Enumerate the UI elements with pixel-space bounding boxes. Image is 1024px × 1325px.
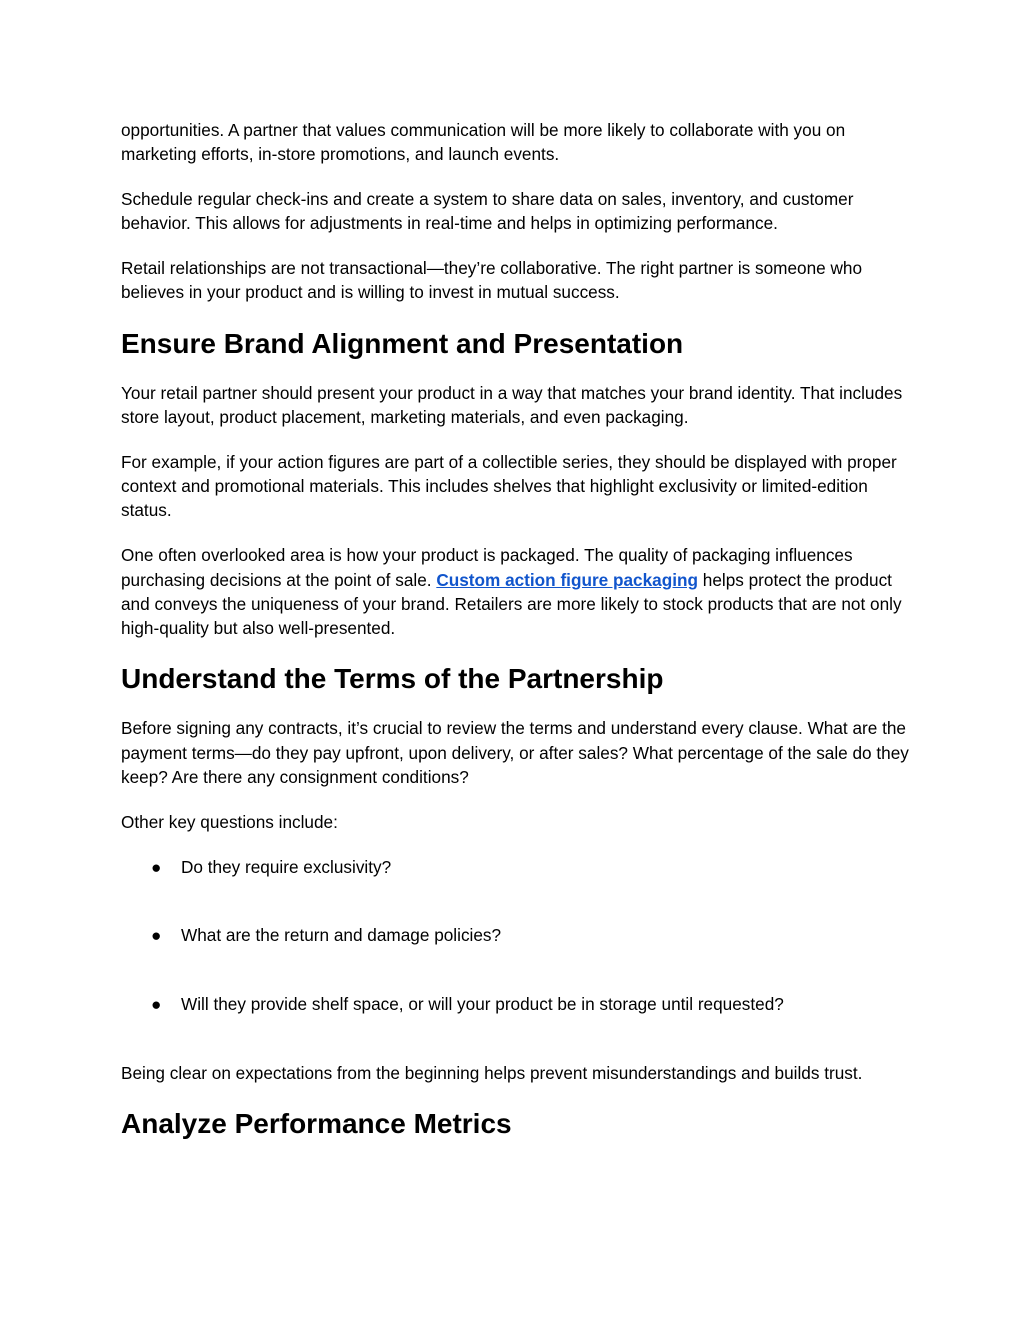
bullet-icon: ● <box>151 856 162 877</box>
packaging-link[interactable]: Custom action figure packaging <box>436 569 698 590</box>
bullet-icon: ● <box>151 994 162 1015</box>
questions-list <box>121 855 911 1017</box>
intro-paragraph-1: opportunities. A partner that values communication will be more likely to collaborate with you on marketing efforts, in-store promotions, and launch events. <box>121 120 846 165</box>
intro-paragraph-2: Schedule regular check-ins and create a system to share data on sales, inventory, and customer behavior. This allows for adjustments in real-time and helps in optimizing performance. <box>121 189 854 234</box>
brand-paragraph-1: Your retail partner should present your product in a way that matches your brand identity. That includes store layout, product placement, marketing materials, and even packaging. <box>121 382 903 428</box>
brand-paragraph-3-end: helps protect the product and conveys the uniqueness of your brand. Retailers are more likely to stock products that are not only high-quality but also well-presented. <box>121 569 902 639</box>
terms-paragraph-1: Before signing any contracts, it’s crucial to review the terms and understand every clause. What are the payment terms—do they pay upfront, upon delivery, or after sales? What percentage of the sale do they keep? Are there any consignment conditions? <box>121 718 909 788</box>
bullet-icon: ● <box>151 925 162 946</box>
heading-performance-metrics: Analyze Performance Metrics <box>121 1108 512 1140</box>
brand-paragraph-3 <box>121 543 911 640</box>
brand-paragraph-2: For example, if your action figures are part of a collectible series, they should be displayed with proper context and promotional materials. This includes shelves that highlight exclusivity or limited-edition status. <box>121 451 897 521</box>
list-item-text: What are the return and damage policies? <box>181 925 502 946</box>
heading-brand-alignment: Ensure Brand Alignment and Presentation <box>121 327 684 359</box>
list-item <box>121 855 911 879</box>
document-page <box>121 118 911 1161</box>
heading-partnership-terms: Understand the Terms of the Partnership <box>121 663 664 695</box>
terms-paragraph-3: Being clear on expectations from the beginning helps prevent misunderstandings and builds trust. <box>121 1063 863 1084</box>
list-item <box>121 923 911 947</box>
terms-paragraph-2: Other key questions include: <box>121 811 338 832</box>
list-item-text: Will they provide shelf space, or will your product be in storage until requested? <box>181 994 784 1015</box>
brand-paragraph-3-start: One often overlooked area is how your product is packaged. The quality of packaging influences purchasing decisions at the point of sale. <box>121 545 853 590</box>
list-item-text: Do they require exclusivity? <box>181 856 392 877</box>
intro-paragraph-3: Retail relationships are not transactional—they’re collaborative. The right partner is someone who believes in your product and is willing to invest in mutual success. <box>121 258 863 303</box>
list-item <box>121 992 911 1016</box>
